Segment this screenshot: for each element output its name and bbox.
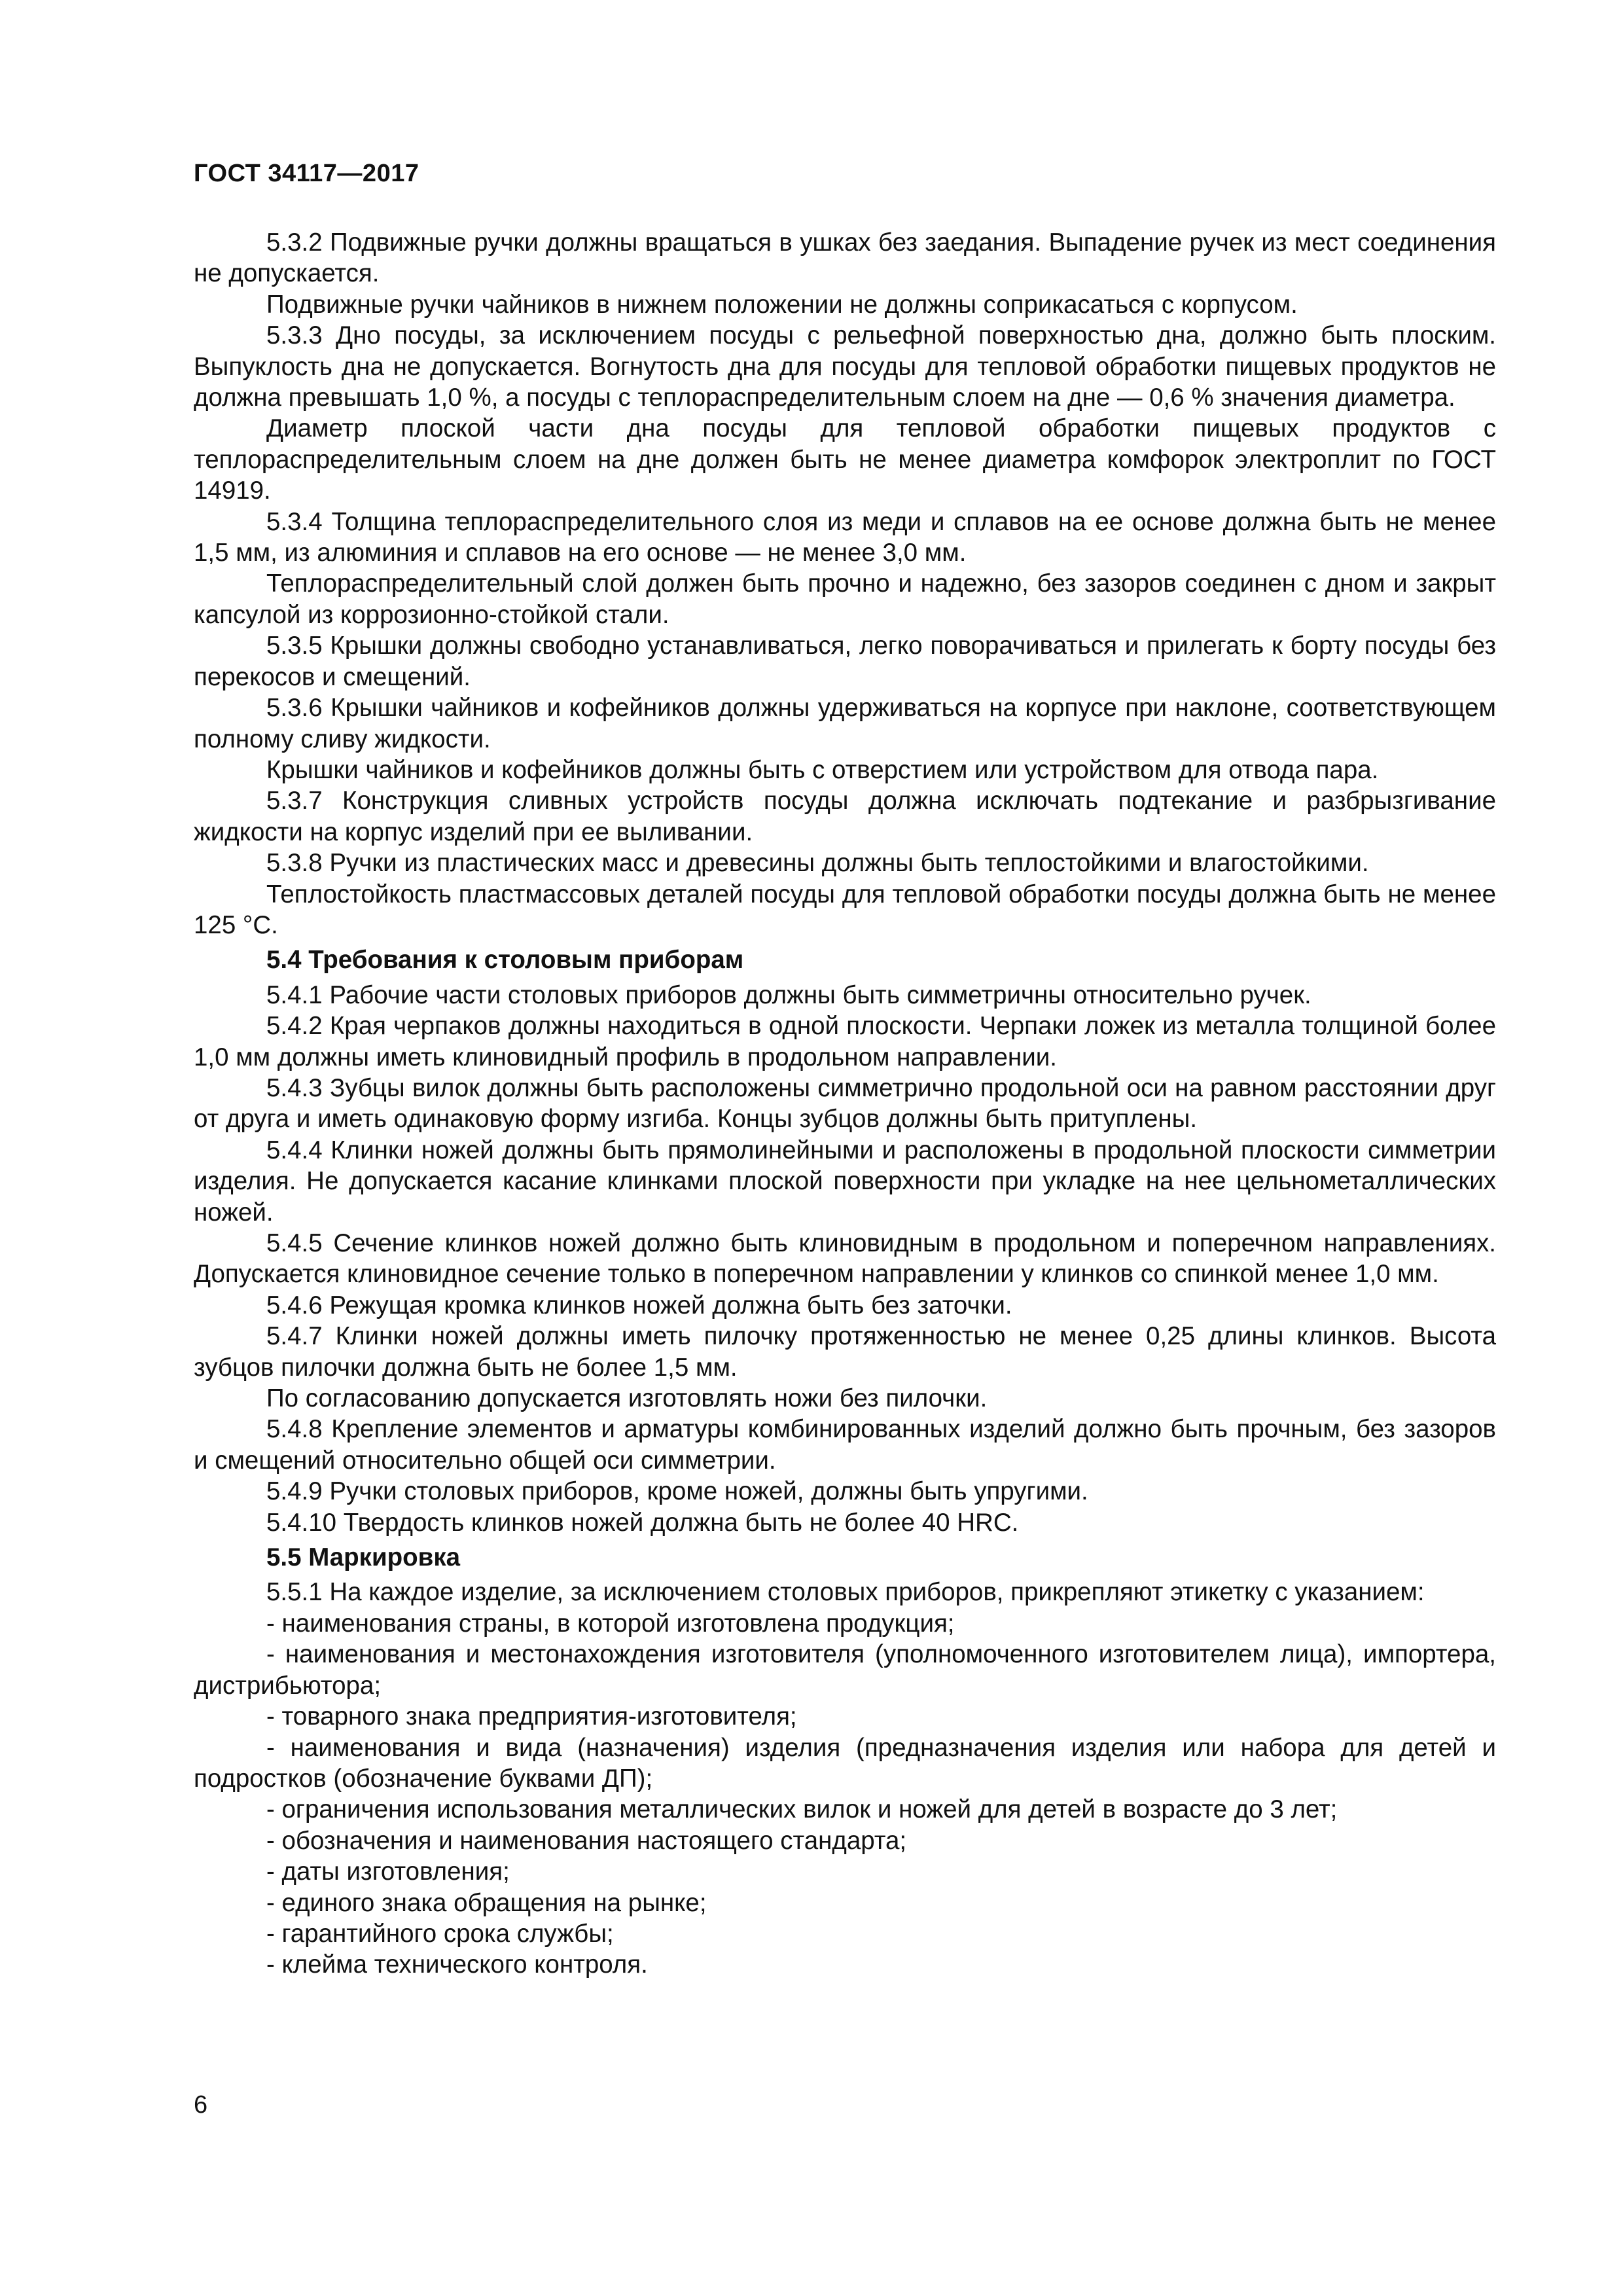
clause-5-3-4: 5.3.4 Толщина теплораспределительного слоя из меди и сплавов на ее основе должна быть не менее 1,5 мм, из алюминия и сплавов на его основе — не менее 3,0 мм.	[194, 507, 1496, 567]
list-item: - наименования и местонахождения изготовителя (уполномоченного изготовителем лица), импортера, дистрибьютора;	[194, 1640, 1496, 1700]
clause-5-4-7: 5.4.7 Клинки ножей должны иметь пилочку протяженностью не менее 0,25 длины клинков. Высота зубцов пилочки должна быть не более 1,5 мм.	[194, 1322, 1496, 1382]
list-item: - наименования и вида (назначения) изделия (предназначения изделия или набора для детей и подростков (обозначение буквами ДП);	[194, 1733, 1496, 1793]
paragraph: По согласованию допускается изготовлять ножи без пилочки.	[266, 1384, 988, 1413]
document-body	[194, 227, 1496, 1981]
clause-5-4-4: 5.4.4 Клинки ножей должны быть прямолинейными и расположены в продольной плоскости симметрии изделия. Не допускается касание клинками плоской поверхности при укладке на нее цельнометаллических ножей.	[194, 1136, 1496, 1227]
section-heading-5-5: 5.5 Маркировка	[266, 1543, 461, 1572]
clause-5-3-2: 5.3.2 Подвижные ручки должны вращаться в ушках без заедания. Выпадение ручек из мест соединения не допускается.	[194, 228, 1496, 288]
clause-5-3-8: 5.3.8 Ручки из пластических масс и древесины должны быть теплостойкими и влагостойкими.	[266, 849, 1369, 878]
clause-5-4-8: 5.4.8 Крепление элементов и арматуры комбинированных изделий должно быть прочным, без зазоров и смещений относительно общей оси симметрии.	[194, 1415, 1496, 1475]
paragraph: Диаметр плоской части дна посуды для тепловой обработки пищевых продуктов с теплораспределительным слоем на дне должен быть не менее диаметра комфорок электроплит по ГОСТ 14919.	[194, 414, 1496, 505]
section-heading-5-4: 5.4 Требования к столовым приборам	[266, 946, 744, 975]
clause-5-3-7: 5.3.7 Конструкция сливных устройств посуды должна исключать подтекание и разбрызгивание жидкости на корпус изделий при ее выливании.	[194, 787, 1496, 846]
clause-5-4-2: 5.4.2 Края черпаков должны находиться в одной плоскости. Черпаки ложек из металла толщиной более 1,0 мм должны иметь клиновидный профиль в продольном направлении.	[194, 1012, 1496, 1071]
clause-5-4-10: 5.4.10 Твердость клинков ножей должна быть не более 40 HRC.	[266, 1508, 1019, 1537]
document-header: ГОСТ 34117—2017	[194, 160, 419, 187]
paragraph: Подвижные ручки чайников в нижнем положении не должны соприкасаться с корпусом.	[266, 290, 1298, 319]
clause-5-5-1: 5.5.1 На каждое изделие, за исключением столовых приборов, прикрепляют этикетку с указанием:	[266, 1578, 1425, 1607]
list-item: - товарного знака предприятия-изготовителя;	[266, 1702, 797, 1731]
clause-5-4-3: 5.4.3 Зубцы вилок должны быть расположены симметрично продольной оси на равном расстоянии друг от друга и иметь одинаковую форму изгиба. Концы зубцов должны быть притуплены.	[194, 1073, 1496, 1134]
list-item: - даты изготовления;	[266, 1857, 510, 1886]
clause-5-3-6: 5.3.6 Крышки чайников и кофейников должны удерживаться на корпусе при наклоне, соответствующем полному сливу жидкости.	[194, 694, 1496, 753]
clause-5-4-5: 5.4.5 Сечение клинков ножей должно быть клиновидным в продольном и поперечном направлениях. Допускается клиновидное сечение только в поперечном направлении у клинков со спинкой менее 1,0 мм.	[194, 1229, 1496, 1289]
clause-5-3-3: 5.3.3 Дно посуды, за исключением посуды с рельефной поверхностью дна, должно быть плоским. Выпуклость дна не допускается. Вогнутость дна для посуды для тепловой обработки пищевых продуктов не должна превышать 1,0 %, а посуды с теплораспределительным слоем на дне — 0,6 % значения диаметра.	[194, 321, 1496, 412]
list-item: - обозначения и наименования настоящего стандарта;	[266, 1826, 907, 1855]
page-number: 6	[194, 2091, 208, 2119]
clause-5-3-5: 5.3.5 Крышки должны свободно устанавливаться, легко поворачиваться и прилегать к борту посуды без перекосов и смещений.	[194, 632, 1496, 691]
clause-5-4-1: 5.4.1 Рабочие части столовых приборов должны быть симметричны относительно ручек.	[266, 980, 1311, 1009]
list-item: - единого знака обращения на рынке;	[266, 1888, 707, 1917]
paragraph: Крышки чайников и кофейников должны быть с отверстием или устройством для отвода пара.	[266, 755, 1379, 784]
clause-5-4-9: 5.4.9 Ручки столовых приборов, кроме ножей, должны быть упругими.	[266, 1477, 1088, 1506]
list-item: - наименования страны, в которой изготовлена продукция;	[266, 1609, 955, 1638]
clause-5-4-6: 5.4.6 Режущая кромка клинков ножей должна быть без заточки.	[266, 1291, 1012, 1319]
paragraph: Теплостойкость пластмассовых деталей посуды для тепловой обработки посуды должна быть не менее 125 °С.	[194, 880, 1496, 939]
paragraph: Теплораспределительный слой должен быть прочно и надежно, без зазоров соединен с дном и закрыт капсулой из коррозионно-стойкой стали.	[194, 569, 1496, 629]
list-item: - гарантийного срока службы;	[266, 1919, 614, 1948]
list-item: - ограничения использования металлических вилок и ножей для детей в возрасте до 3 лет;	[266, 1795, 1338, 1824]
list-item: - клейма технического контроля.	[266, 1950, 648, 1979]
